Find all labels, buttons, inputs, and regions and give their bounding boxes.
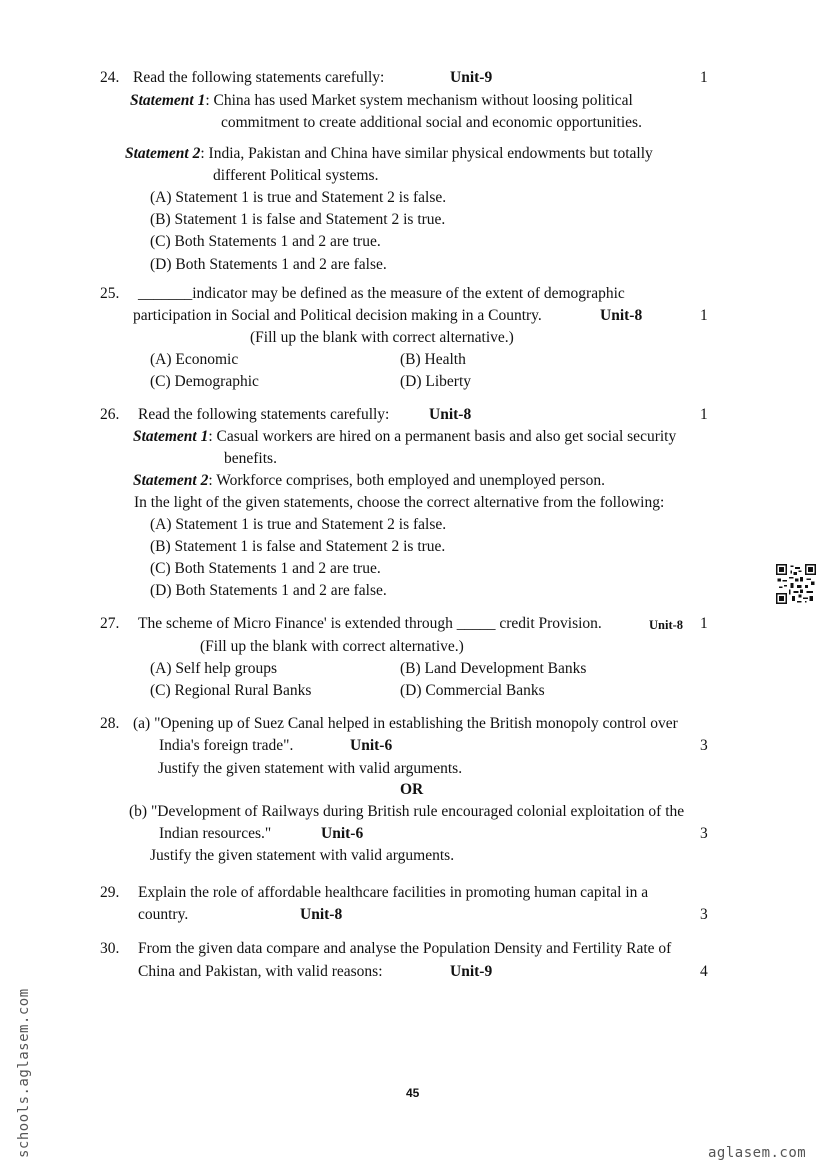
statement-text: : Workforce comprises, both employed and unemployed person. [208, 472, 605, 489]
marks: 1 [700, 307, 708, 324]
option-b: (B) Health [400, 351, 466, 368]
question-number: 26. [100, 406, 120, 423]
page-number: 45 [406, 1086, 420, 1100]
question-text: Explain the role of affordable healthcare facilities in promoting human capital in a [138, 884, 649, 901]
option-b: (B) Statement 1 is false and Statement 2 is true. [150, 538, 446, 555]
statement-2-continued: different Political systems. [213, 167, 379, 184]
option-d: (D) Both Statements 1 and 2 are false. [150, 256, 387, 273]
unit-label: Unit-9 [450, 963, 493, 980]
question-text: From the given data compare and analyse the Population Density and Fertility Rate of [138, 940, 672, 957]
marks: 3 [700, 825, 708, 842]
marks: 4 [700, 963, 708, 980]
question-text-continued: China and Pakistan, with valid reasons: [138, 963, 383, 980]
instruction: In the light of the given statements, choose the correct alternative from the following: [134, 494, 665, 511]
statement-1-continued: benefits. [224, 450, 277, 467]
statement-label: Statement 1 [133, 428, 209, 445]
watermark-corner: aglasem.com [708, 1145, 807, 1161]
option-b: (B) Statement 1 is false and Statement 2 is true. [150, 211, 446, 228]
question-number: 25. [100, 285, 120, 302]
part-a-text-continued: India's foreign trade". [159, 737, 294, 754]
option-d: (D) Both Statements 1 and 2 are false. [150, 582, 387, 599]
option-d: (D) Liberty [400, 373, 472, 390]
statement-label: Statement 2 [125, 145, 201, 162]
or-separator: OR [400, 781, 424, 798]
question-number: 29. [100, 884, 120, 901]
option-c: (C) Both Statements 1 and 2 are true. [150, 560, 381, 577]
part-b-instruction: Justify the given statement with valid arguments. [150, 847, 455, 864]
statement-1 [130, 90, 633, 112]
unit-label: Unit-8 [600, 307, 643, 324]
question-intro: Read the following statements carefully: [133, 69, 385, 86]
qr-code-icon [776, 564, 816, 604]
statement-1 [133, 426, 676, 448]
question-text-continued: participation in Social and Political decision making in a Country. [133, 307, 542, 324]
instruction: (Fill up the blank with correct alternative.) [200, 638, 464, 655]
question-number: 28. [100, 715, 120, 732]
watermark-side: schools.aglasem.com [16, 988, 32, 1158]
question-text: _______indicator may be defined as the measure of the extent of demographic [138, 285, 625, 302]
question-number: 30. [100, 940, 120, 957]
unit-label: Unit-8 [649, 618, 684, 632]
marks: 1 [700, 69, 708, 86]
option-a: (A) Economic [150, 351, 239, 368]
question-number: 24. [100, 69, 120, 86]
part-b-text-continued: Indian resources." [159, 825, 272, 842]
part-b-text: (b) "Development of Railways during British rule encouraged colonial exploitation of the [129, 803, 685, 820]
option-c: (C) Regional Rural Banks [150, 682, 312, 699]
marks: 1 [700, 406, 708, 423]
instruction: (Fill up the blank with correct alternative.) [250, 329, 514, 346]
statement-text: : India, Pakistan and China have similar physical endowments but totally [200, 145, 653, 162]
option-a: (A) Self help groups [150, 660, 277, 677]
unit-label: Unit-8 [429, 406, 472, 423]
statement-label: Statement 1 [130, 92, 206, 109]
part-a-instruction: Justify the given statement with valid arguments. [158, 760, 463, 777]
unit-label: Unit-9 [450, 69, 493, 86]
statement-text: : Casual workers are hired on a permanent basis and also get social security [208, 428, 677, 445]
question-number: 27. [100, 615, 120, 632]
unit-label: Unit-6 [350, 737, 393, 754]
marks: 1 [700, 615, 708, 632]
question-text: The scheme of Micro Finance' is extended through _____ credit Provision. [138, 615, 602, 632]
option-a: (A) Statement 1 is true and Statement 2 is false. [150, 516, 447, 533]
part-a-text: (a) "Opening up of Suez Canal helped in establishing the British monopoly control over [133, 715, 678, 732]
statement-text: : China has used Market system mechanism without loosing political [205, 92, 633, 109]
option-d: (D) Commercial Banks [400, 682, 545, 699]
statement-2 [125, 143, 653, 165]
statement-label: Statement 2 [133, 472, 209, 489]
unit-label: Unit-6 [321, 825, 364, 842]
option-c: (C) Both Statements 1 and 2 are true. [150, 233, 381, 250]
option-a: (A) Statement 1 is true and Statement 2 is false. [150, 189, 447, 206]
question-text-continued: country. [138, 906, 189, 923]
marks: 3 [700, 737, 708, 754]
question-intro: Read the following statements carefully: [138, 406, 390, 423]
option-c: (C) Demographic [150, 373, 259, 390]
statement-1-continued: commitment to create additional social and economic opportunities. [221, 114, 642, 131]
option-b: (B) Land Development Banks [400, 660, 587, 677]
statement-2 [133, 470, 605, 492]
marks: 3 [700, 906, 708, 923]
unit-label: Unit-8 [300, 906, 343, 923]
